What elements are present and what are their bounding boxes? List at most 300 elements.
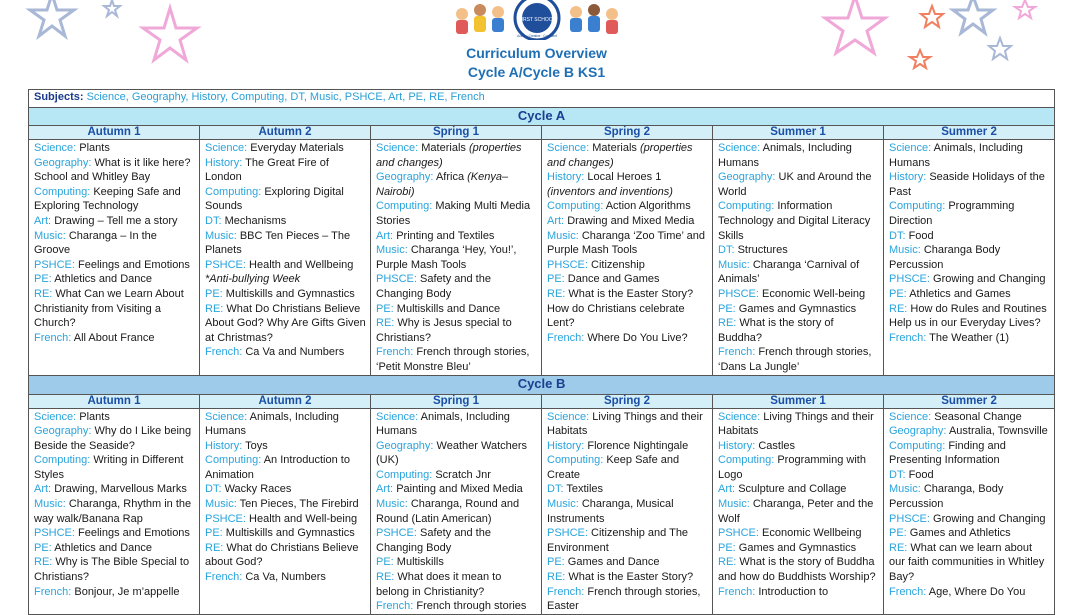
subject-topic-note: (Kenya–Nairobi) xyxy=(376,171,509,198)
subject-entry xyxy=(718,453,879,482)
subject-topic: Why is Jesus special to Christians? xyxy=(376,317,512,344)
subject-label: Music: xyxy=(205,229,237,242)
subject-entry xyxy=(205,272,366,287)
subject-label: RE: xyxy=(889,302,908,315)
subject-label: Computing: xyxy=(205,454,262,467)
subject-label: DT: xyxy=(547,483,564,496)
subject-topic: Drawing, Marvellous Marks xyxy=(54,483,187,496)
subject-topic: French through stories, ‘Petit Monstre Bleu’ xyxy=(376,346,530,373)
subject-entry xyxy=(205,258,366,273)
subject-label: RE: xyxy=(718,556,737,569)
logo-motto: Active · Creative · Confident xyxy=(517,34,557,38)
subject-label: Science: xyxy=(889,142,932,154)
subject-label: French: xyxy=(205,346,243,359)
subject-topic: An Introduction to Animation xyxy=(205,454,350,481)
subject-topic: The Weather (1) xyxy=(929,331,1010,344)
subject-label: Computing: xyxy=(376,468,433,481)
subject-label: PE: xyxy=(34,273,52,286)
subject-entry xyxy=(34,585,195,600)
subject-entry xyxy=(547,526,708,555)
subject-entry xyxy=(376,345,537,374)
subject-entry xyxy=(34,272,195,287)
term-header-cycle-b-4: Spring 2 xyxy=(542,394,713,408)
subject-topic: Safety and the Changing Body xyxy=(376,273,491,300)
subject-topic: Animals, Including Humans xyxy=(205,410,339,438)
subject-entry xyxy=(376,570,537,599)
subject-entry xyxy=(889,170,1050,199)
subject-topic: Ten Pieces, The Firebird xyxy=(239,498,359,511)
subject-label: RE: xyxy=(718,317,737,330)
subject-entry xyxy=(205,185,366,214)
subject-label: Science: xyxy=(34,142,77,154)
subject-entry xyxy=(889,541,1050,585)
subject-entry xyxy=(547,439,708,454)
term-cell-cycle-b-1 xyxy=(29,408,200,614)
subject-topic: Health and Well-being xyxy=(249,512,358,525)
subject-label: PE: xyxy=(718,302,736,315)
subject-topic: Charanga Body Percussion xyxy=(889,244,1001,271)
subjects-cell xyxy=(29,90,1055,108)
subject-entry xyxy=(718,258,879,287)
subject-topic: Ca Va, Numbers xyxy=(245,571,326,584)
subject-topic: Finding and Presenting Information xyxy=(889,439,1006,467)
subject-topic: *Anti-bullying Week xyxy=(205,273,301,286)
subject-topic: Economic Wellbeing xyxy=(762,527,862,540)
subject-entry xyxy=(205,156,366,185)
subject-entry xyxy=(547,410,708,439)
subject-entry xyxy=(718,482,879,497)
subject-topic: What is the story of Buddha and how do Buddhists Worship? xyxy=(718,556,876,584)
subject-label: RE: xyxy=(889,541,908,554)
subject-topic: Textiles xyxy=(566,483,604,496)
subject-label: PE: xyxy=(376,302,394,315)
subject-topic: Safety and the Changing Body xyxy=(376,527,491,554)
subject-entry xyxy=(205,512,366,527)
subject-label: DT: xyxy=(889,229,906,242)
subject-topic: Age, Where Do You xyxy=(928,585,1026,598)
subject-label: Art: xyxy=(547,214,565,227)
subject-topic: Wacky Races xyxy=(224,483,292,496)
subject-label: Music: xyxy=(376,244,408,257)
subject-entry xyxy=(547,287,708,331)
term-cell-cycle-b-6 xyxy=(884,408,1055,614)
subject-label: PE: xyxy=(718,541,736,554)
subject-entry xyxy=(718,555,879,584)
subject-label: History: xyxy=(889,171,927,184)
subject-topic: Multiskills xyxy=(396,556,444,569)
subject-entry xyxy=(889,287,1050,302)
subject-label: French: xyxy=(889,585,927,598)
subject-label: History: xyxy=(205,439,243,452)
subject-label: Geography: xyxy=(34,425,92,438)
logo-text: FIRST SCHOOL xyxy=(518,17,556,23)
subject-topic: Charanga, Musical Instruments xyxy=(547,498,674,525)
subject-label: Music: xyxy=(889,483,921,496)
subject-label: Music: xyxy=(34,498,66,511)
subject-label: French: xyxy=(34,585,72,598)
subject-label: Science: xyxy=(889,410,932,423)
subject-topic: What is the story of Buddha? xyxy=(718,317,834,344)
subject-label: PE: xyxy=(547,556,565,569)
subject-entry xyxy=(376,526,537,555)
subject-topic: Athletics and Games xyxy=(909,287,1011,300)
subject-label: Computing: xyxy=(718,200,775,213)
subject-entry xyxy=(547,497,708,526)
subject-label: French: xyxy=(34,331,72,344)
subject-label: Geography: xyxy=(376,171,434,184)
term-cell-cycle-a-5 xyxy=(713,140,884,376)
subject-label: RE: xyxy=(34,287,53,300)
subject-topic: Mechanisms xyxy=(224,214,287,227)
term-cell-cycle-a-3 xyxy=(371,140,542,376)
subject-topic: Health and Wellbeing xyxy=(249,258,354,271)
subject-topic: Living Things and their Habitats xyxy=(718,410,874,438)
subject-label: Music: xyxy=(376,498,408,511)
subject-topic: Keep Safe and Create xyxy=(547,454,680,481)
subject-topic: What is the Easter Story? How do Christians celebrate Lent? xyxy=(547,287,694,330)
subject-label: French: xyxy=(205,571,243,584)
subject-entry xyxy=(34,287,195,331)
subject-entry xyxy=(889,331,1050,346)
cycle-b-heading: Cycle B xyxy=(29,375,1055,394)
subject-label: Computing: xyxy=(376,200,433,213)
subject-topic: Feelings and Emotions xyxy=(78,527,190,540)
subject-label: RE: xyxy=(34,556,53,569)
subject-topic: UK and Around the World xyxy=(718,171,872,198)
subject-topic: Animals, Including Humans xyxy=(376,410,510,438)
subject-label: Science: xyxy=(205,142,248,154)
term-header-cycle-a-4: Spring 2 xyxy=(542,126,713,140)
term-header-cycle-a-1: Autumn 1 xyxy=(29,126,200,140)
subject-label: Science: xyxy=(34,410,77,423)
subject-label: PSHCE: xyxy=(547,527,588,540)
subject-label: PSHCE: xyxy=(34,527,75,540)
subject-entry xyxy=(205,345,366,360)
subject-topic: Games and Gymnastics xyxy=(738,541,857,554)
subject-topic: What do Christians Believe about God? xyxy=(205,541,359,569)
term-header-cycle-b-2: Autumn 2 xyxy=(200,394,371,408)
subject-topic: Sculpture and Collage xyxy=(738,483,847,496)
curriculum-table xyxy=(28,89,1055,615)
subject-label: Computing: xyxy=(34,185,91,198)
subject-topic: Drawing – Tell me a story xyxy=(54,214,178,227)
subject-topic-note: (inventors and inventions) xyxy=(547,185,673,198)
subject-label: History: xyxy=(205,156,243,169)
subject-label: Art: xyxy=(376,483,394,496)
subject-entry xyxy=(34,141,195,156)
subject-entry xyxy=(376,555,537,570)
subject-topic: Writing in Different Styles xyxy=(34,454,184,481)
subject-topic: Charanga ‘Hey, You!’, Purple Mash Tools xyxy=(376,244,517,271)
subject-label: French: xyxy=(547,331,585,344)
subject-entry xyxy=(376,410,537,439)
subject-entry xyxy=(376,497,537,526)
subject-entry xyxy=(547,331,708,346)
subject-label: Computing: xyxy=(889,200,946,213)
cycle-a-terms-row xyxy=(29,126,1055,140)
subject-entry xyxy=(205,541,366,570)
document-title: Curriculum Overview xyxy=(466,45,607,61)
subject-entry xyxy=(718,410,879,439)
term-cell-cycle-b-4 xyxy=(542,408,713,614)
subject-topic: Charanga – In the Groove xyxy=(34,229,157,257)
subject-entry xyxy=(205,410,366,439)
subject-label: RE: xyxy=(376,317,395,330)
subject-topic: French through stories, Easter xyxy=(547,585,701,613)
subject-entry xyxy=(34,453,195,482)
subject-label: PSHCE: xyxy=(376,527,417,540)
subject-label: Computing: xyxy=(205,185,262,198)
subject-topic: What Do Christians Believe About God? Why Are Gifts Given at Christmas? xyxy=(205,302,366,344)
subject-topic: Growing and Changing xyxy=(933,273,1046,286)
subject-topic: Animals, Including Humans xyxy=(889,142,1023,169)
subject-entry xyxy=(547,141,708,170)
subject-entry xyxy=(205,453,366,482)
term-cell-cycle-b-5 xyxy=(713,408,884,614)
subject-label: Science: xyxy=(376,410,419,423)
subject-entry xyxy=(889,199,1050,228)
subject-topic: Citizenship and The Environment xyxy=(547,527,689,554)
subject-label: PHSCE: xyxy=(889,512,930,525)
subject-topic: Programming Direction xyxy=(889,200,1015,227)
subject-entry xyxy=(718,585,879,600)
subject-topic: Florence Nightingale xyxy=(587,439,689,452)
subject-label: RE: xyxy=(205,541,224,554)
subject-entry xyxy=(376,599,537,614)
subject-entry xyxy=(718,199,879,243)
subject-entry xyxy=(376,482,537,497)
subject-topic: Charanga ‘Zoo Time’ and Purple Mash Tools xyxy=(547,229,705,257)
subject-topic: Information Technology and Digital Literacy Skills xyxy=(718,200,871,242)
term-header-cycle-a-3: Spring 1 xyxy=(371,126,542,140)
subject-entry xyxy=(376,468,537,483)
subject-label: PHSCE: xyxy=(376,273,417,286)
subject-entry xyxy=(889,410,1050,425)
subject-label: PE: xyxy=(34,541,52,554)
subject-topic-note: (properties and changes) xyxy=(376,142,522,169)
subject-label: Art: xyxy=(34,483,52,496)
subject-entry xyxy=(376,199,537,228)
subject-topic: French through stories xyxy=(416,600,527,613)
subject-entry xyxy=(718,302,879,317)
subject-entry xyxy=(34,410,195,425)
subject-label: Art: xyxy=(376,229,394,242)
subject-topic: Economic Well-being xyxy=(762,287,866,300)
subject-topic: Scratch Jnr xyxy=(435,468,491,481)
subject-entry xyxy=(34,214,195,229)
subject-label: Music: xyxy=(718,258,750,271)
subject-entry xyxy=(34,497,195,526)
subject-label: French: xyxy=(718,585,756,598)
subject-topic: Making Multi Media Stories xyxy=(376,200,531,227)
subject-entry xyxy=(889,482,1050,511)
subject-topic: Keeping Safe and Exploring Technology xyxy=(34,185,181,213)
subject-entry xyxy=(547,585,708,614)
subject-label: French: xyxy=(889,331,927,344)
subject-topic: Citizenship xyxy=(591,258,645,271)
subject-label: Geography: xyxy=(889,425,947,438)
subject-entry xyxy=(376,243,537,272)
subject-label: Music: xyxy=(547,229,579,242)
subject-label: History: xyxy=(547,439,585,452)
subject-label: RE: xyxy=(547,287,566,300)
subject-entry xyxy=(718,497,879,526)
subject-label: Science: xyxy=(547,410,590,423)
subject-topic: Games and Athletics xyxy=(909,527,1011,540)
subject-entry xyxy=(34,156,195,185)
subject-topic: Bonjour, Je m’appelle xyxy=(74,585,180,598)
subject-entry xyxy=(376,439,537,468)
subject-label: PE: xyxy=(547,273,565,286)
subject-label: Art: xyxy=(34,214,52,227)
subject-entry xyxy=(547,170,708,199)
subject-entry xyxy=(376,141,537,170)
subject-entry xyxy=(205,497,366,512)
subject-entry xyxy=(34,482,195,497)
subject-topic: Local Heroes 1 xyxy=(587,171,662,184)
subject-entry xyxy=(205,482,366,497)
subject-topic: Growing and Changing xyxy=(933,512,1046,525)
subject-label: Computing: xyxy=(889,439,946,452)
subject-topic: Plants xyxy=(79,142,110,154)
subject-topic: Toys xyxy=(245,439,268,452)
subject-entry xyxy=(718,141,879,170)
subject-label: PE: xyxy=(205,527,223,540)
subject-label: French: xyxy=(376,600,414,613)
subject-topic: Painting and Mixed Media xyxy=(396,483,523,496)
term-header-cycle-b-3: Spring 1 xyxy=(371,394,542,408)
cycle-b-content-row xyxy=(29,408,1055,614)
document-subtitle: Cycle A/Cycle B KS1 xyxy=(467,64,606,80)
subject-label: PHSCE: xyxy=(889,273,930,286)
subjects-label: Subjects: xyxy=(34,91,84,103)
subject-topic: Animals, Including Humans xyxy=(718,142,852,169)
subject-topic: Charanga, Body Percussion xyxy=(889,483,1004,511)
subject-entry xyxy=(889,526,1050,541)
subject-label: Music: xyxy=(718,498,750,511)
subject-topic: Exploring Digital Sounds xyxy=(205,185,344,213)
subject-entry xyxy=(547,258,708,273)
subject-entry xyxy=(205,439,366,454)
subject-topic: Seaside Holidays of the Past xyxy=(889,171,1045,198)
subject-topic: Food xyxy=(908,468,934,481)
term-header-cycle-a-2: Autumn 2 xyxy=(200,126,371,140)
subject-label: PHSCE: xyxy=(547,258,588,271)
subject-topic: Dance and Games xyxy=(567,273,660,286)
subject-label: History: xyxy=(547,171,585,184)
subject-entry xyxy=(205,570,366,585)
subject-entry xyxy=(34,258,195,273)
subject-entry xyxy=(34,541,195,556)
subject-label: Geography: xyxy=(718,171,776,184)
subject-topic: Seasonal Change xyxy=(934,410,1022,423)
subject-label: French: xyxy=(547,585,585,598)
term-cell-cycle-a-2 xyxy=(200,140,371,376)
subject-topic: Where Do You Live? xyxy=(587,331,688,344)
term-header-cycle-b-6: Summer 2 xyxy=(884,394,1055,408)
subject-label: PSHCE: xyxy=(205,512,246,525)
subject-entry xyxy=(889,302,1050,331)
cycle-a-heading: Cycle A xyxy=(29,108,1055,126)
subject-label: PE: xyxy=(376,556,394,569)
cycle-a-content-row xyxy=(29,140,1055,376)
subject-topic: Charanga ‘Carnival of Animals’ xyxy=(718,258,860,286)
subject-label: Science: xyxy=(718,142,761,154)
subject-topic: Athletics and Dance xyxy=(54,273,153,286)
subject-entry xyxy=(547,555,708,570)
subject-entry xyxy=(718,243,879,258)
subject-label: Computing: xyxy=(718,454,775,467)
term-cell-cycle-b-3 xyxy=(371,408,542,614)
subject-topic: What can we learn about our faith communities in Whitley Bay? xyxy=(889,541,1045,584)
subject-entry xyxy=(205,214,366,229)
subject-label: DT: xyxy=(205,483,222,496)
subject-topic: What does it mean to belong in Christianity? xyxy=(376,571,502,598)
subject-label: DT: xyxy=(889,468,906,481)
subject-topic: Action Algorithms xyxy=(605,200,691,213)
subject-label: Science: xyxy=(376,142,419,154)
subject-topic: Multiskills and Gymnastics xyxy=(225,287,355,300)
subject-label: Science: xyxy=(718,410,761,423)
subject-label: French: xyxy=(376,346,414,359)
subject-topic: Why do I Like being Beside the Seaside? xyxy=(34,425,192,452)
subject-entry xyxy=(547,229,708,258)
subject-entry xyxy=(34,331,195,346)
subject-topic: Multiskills and Dance xyxy=(396,302,501,315)
subject-label: Science: xyxy=(547,142,590,154)
subject-topic: What is it like here? School and Whitley Bay xyxy=(34,156,191,184)
subject-entry xyxy=(34,526,195,541)
subject-entry xyxy=(205,141,366,156)
subject-topic: Feelings and Emotions xyxy=(78,258,190,271)
subject-topic: Why is The Bible Special to Christians? xyxy=(34,556,190,584)
subject-entry xyxy=(889,141,1050,170)
subject-topic: Drawing and Mixed Media xyxy=(567,214,695,227)
subject-topic: Plants xyxy=(79,410,110,423)
term-cell-cycle-b-2 xyxy=(200,408,371,614)
subject-topic: French through stories, ‘Dans La Jungle’ xyxy=(718,346,872,373)
document-title-block xyxy=(0,44,1073,82)
subject-topic: Structures xyxy=(737,244,788,257)
subject-entry xyxy=(547,482,708,497)
school-logo xyxy=(448,0,626,40)
subject-topic: Charanga, Peter and the Wolf xyxy=(718,498,874,525)
subject-label: Music: xyxy=(889,244,921,257)
subject-entry xyxy=(205,526,366,541)
subject-label: Music: xyxy=(205,498,237,511)
subject-topic: Materials xyxy=(421,142,466,154)
cycle-a-header-row xyxy=(29,108,1055,126)
subject-label: PSHCE: xyxy=(718,527,759,540)
subject-entry xyxy=(718,439,879,454)
subject-topic: What Can we Learn About Christianity from Visiting a Church? xyxy=(34,287,184,330)
subject-topic: Weather Watchers (UK) xyxy=(376,439,528,467)
subject-topic: The Great Fire of London xyxy=(205,156,329,184)
term-header-cycle-a-5: Summer 1 xyxy=(713,126,884,140)
subject-label: Science: xyxy=(205,410,248,423)
subject-entry xyxy=(718,287,879,302)
subject-label: Music: xyxy=(34,229,66,242)
subject-entry xyxy=(376,272,537,301)
subject-entry xyxy=(718,345,879,374)
term-header-cycle-b-1: Autumn 1 xyxy=(29,394,200,408)
subject-label: Art: xyxy=(718,483,736,496)
term-cell-cycle-a-1 xyxy=(29,140,200,376)
subject-entry xyxy=(718,526,879,541)
subject-topic: Programming with Logo xyxy=(718,454,866,481)
subjects-row xyxy=(29,90,1055,108)
subject-entry xyxy=(205,287,366,302)
